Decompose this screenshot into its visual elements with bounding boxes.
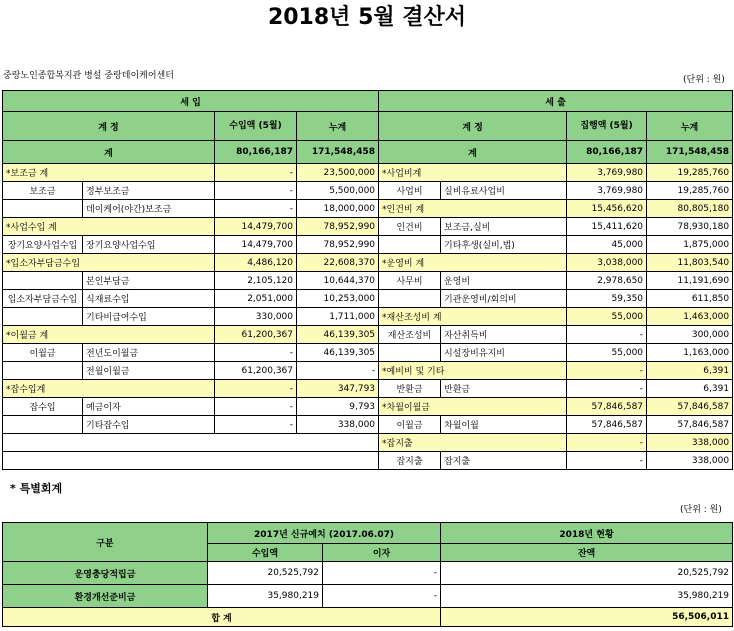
income-total-label: 계 xyxy=(3,141,215,164)
income-subtotal-label: *보조금 계 xyxy=(3,164,215,182)
expense-subtotal-amount: 57,846,587 xyxy=(567,398,647,416)
table-row xyxy=(3,272,733,290)
income-subtotal-cumulative: 22,608,370 xyxy=(297,254,379,272)
income-item-cumulative: 5,500,000 xyxy=(297,182,379,200)
income-subtotal-cumulative: 23,500,000 xyxy=(297,164,379,182)
income-subtotal-label: *이월금 계 xyxy=(3,326,215,344)
expense-item-cumulative: 78,930,180 xyxy=(647,218,733,236)
income-item-label: 장기요양사업수입 xyxy=(83,236,215,254)
income-item-amount: - xyxy=(215,416,297,434)
expense-subtotal-amount: 3,038,000 xyxy=(567,254,647,272)
income-item-cumulative: 10,253,000 xyxy=(297,290,379,308)
expense-item-cumulative: 1,875,000 xyxy=(647,236,733,254)
income-item-cumulative: 78,952,990 xyxy=(297,236,379,254)
expense-item-amount: 55,000 xyxy=(567,344,647,362)
expense-total-amount: 80,166,187 xyxy=(567,141,647,164)
expense-item-amount: - xyxy=(567,380,647,398)
income-item-cumulative: - xyxy=(297,362,379,380)
income-empty-cell xyxy=(3,452,379,470)
income-category: 잡수입 xyxy=(3,398,83,416)
income-category xyxy=(3,308,83,326)
special-2018-header: 2018년 현황 xyxy=(441,523,733,544)
income-category: 입소자부담금수입 xyxy=(3,290,83,308)
income-category: 장기요양사업수입 xyxy=(3,236,83,254)
expense-category: 인건비 xyxy=(379,218,441,236)
expense-item-cumulative: 11,191,690 xyxy=(647,272,733,290)
special-kind-header: 구분 xyxy=(3,523,208,562)
expense-item-cumulative: 1,163,000 xyxy=(647,344,733,362)
table-row xyxy=(3,182,733,200)
expense-subtotal-amount: 3,769,980 xyxy=(567,164,647,182)
special-row-interest: - xyxy=(323,562,441,585)
expense-item-label: 반환금 xyxy=(441,380,567,398)
special-row-income: 35,980,219 xyxy=(208,585,323,608)
expense-subtotal-label: *예비비 및 기타 xyxy=(379,362,567,380)
income-item-amount: - xyxy=(215,344,297,362)
income-category: 보조금 xyxy=(3,182,83,200)
expense-item-label: 자산취득비 xyxy=(441,326,567,344)
expense-item-amount: 2,978,650 xyxy=(567,272,647,290)
expense-item-amount: 57,846,587 xyxy=(567,416,647,434)
expense-item-label: 시설장비유지비 xyxy=(441,344,567,362)
expense-category xyxy=(379,344,441,362)
expense-item-label: 차월이월 xyxy=(441,416,567,434)
expense-item-cumulative: 300,000 xyxy=(647,326,733,344)
income-subtotal-amount: - xyxy=(215,164,297,182)
income-subtotal-cumulative: 46,139,305 xyxy=(297,326,379,344)
expense-category: 재산조성비 xyxy=(379,326,441,344)
expense-subtotal-label: *사업비계 xyxy=(379,164,567,182)
expense-item-label: 기관운영비/회의비 xyxy=(441,290,567,308)
special-total-value: 56,506,011 xyxy=(441,608,733,627)
expense-subtotal-cumulative: 80,805,180 xyxy=(647,200,733,218)
income-item-cumulative: 1,711,000 xyxy=(297,308,379,326)
page-title: 2018년 5월 결산서 xyxy=(267,5,467,30)
income-empty-cell xyxy=(3,434,379,452)
special-account-table xyxy=(2,522,733,627)
expense-item-label: 기타후생(실비,법) xyxy=(441,236,567,254)
income-item-cumulative: 10,644,370 xyxy=(297,272,379,290)
expense-item-label: 잡지출 xyxy=(441,452,567,470)
expense-subtotal-amount: - xyxy=(567,434,647,452)
income-item-amount: 2,051,000 xyxy=(215,290,297,308)
income-item-cumulative: 46,139,305 xyxy=(297,344,379,362)
expense-subtotal-amount: 15,456,620 xyxy=(567,200,647,218)
organization-name: 중랑노인종합복지관 병설 중랑데이케어센터 xyxy=(3,71,174,81)
income-amount-header: 수입액 (5월) xyxy=(215,112,297,141)
income-item-amount: 330,000 xyxy=(215,308,297,326)
expense-subtotal-cumulative: 338,000 xyxy=(647,434,733,452)
expense-item-cumulative: 19,285,760 xyxy=(647,182,733,200)
income-category xyxy=(3,416,83,434)
expense-item-cumulative: 338,000 xyxy=(647,452,733,470)
expense-subtotal-label: *잡지출 xyxy=(379,434,567,452)
income-item-label: 본인부담금 xyxy=(83,272,215,290)
income-subtotal-amount: - xyxy=(215,380,297,398)
expense-item-amount: 45,000 xyxy=(567,236,647,254)
income-category xyxy=(3,362,83,380)
table-row xyxy=(3,434,733,452)
income-item-cumulative: 18,000,000 xyxy=(297,200,379,218)
income-subtotal-label: *입소자부담금수입 xyxy=(3,254,215,272)
expense-item-label: 보조금,실비 xyxy=(441,218,567,236)
special-interest-header: 이자 xyxy=(323,544,441,562)
expense-item-label: 운영비 xyxy=(441,272,567,290)
income-item-cumulative: 338,000 xyxy=(297,416,379,434)
table-row xyxy=(3,290,733,308)
special-income-header: 수입액 xyxy=(208,544,323,562)
special-balance-header: 잔액 xyxy=(441,544,733,562)
special-row-label: 환경개선준비금 xyxy=(3,585,208,608)
income-account-header: 계 정 xyxy=(3,112,215,141)
special-row-balance: 20,525,792 xyxy=(441,562,733,585)
special-total-label: 합 계 xyxy=(3,608,441,627)
income-subtotal-label: *사업수입 계 xyxy=(3,218,215,236)
expense-subtotal-cumulative: 19,285,760 xyxy=(647,164,733,182)
table-row xyxy=(3,218,733,236)
income-cumulative-header: 누계 xyxy=(297,112,379,141)
expense-item-cumulative: 611,850 xyxy=(647,290,733,308)
expense-subtotal-label: *재산조성비 계 xyxy=(379,308,567,326)
table-row xyxy=(3,254,733,272)
special-2017-header: 2017년 신규예치 (2017.06.07) xyxy=(208,523,441,544)
table-row xyxy=(3,452,733,470)
expense-item-cumulative: 57,846,587 xyxy=(647,416,733,434)
income-subtotal-amount: 14,479,700 xyxy=(215,218,297,236)
expense-category xyxy=(379,236,441,254)
expense-total-label: 계 xyxy=(379,141,567,164)
table-row xyxy=(3,164,733,182)
settlement-table xyxy=(2,90,733,470)
income-item-label: 예금이자 xyxy=(83,398,215,416)
income-item-amount: 2,105,120 xyxy=(215,272,297,290)
special-row-label: 운영충당적립금 xyxy=(3,562,208,585)
income-item-amount: 14,479,700 xyxy=(215,236,297,254)
table-row xyxy=(3,308,733,326)
income-item-amount: - xyxy=(215,182,297,200)
income-item-label: 데이케어(야간)보조금 xyxy=(83,200,215,218)
expense-category xyxy=(379,290,441,308)
income-subtotal-amount: 4,486,120 xyxy=(215,254,297,272)
expense-header: 세 출 xyxy=(379,91,733,112)
expense-category: 반환금 xyxy=(379,380,441,398)
income-category xyxy=(3,200,83,218)
income-header: 세 입 xyxy=(3,91,379,112)
income-item-label: 정부보조금 xyxy=(83,182,215,200)
special-unit-label: (단위 : 원) xyxy=(680,505,722,515)
table-row xyxy=(3,326,733,344)
expense-subtotal-label: *인건비 계 xyxy=(379,200,567,218)
income-subtotal-cumulative: 347,793 xyxy=(297,380,379,398)
table-row xyxy=(3,200,733,218)
special-row-interest: - xyxy=(323,585,441,608)
special-account-title: * 특별회계 xyxy=(10,482,63,495)
expense-item-amount: - xyxy=(567,452,647,470)
table-row xyxy=(3,344,733,362)
expense-item-cumulative: 6,391 xyxy=(647,380,733,398)
income-item-label: 식재료수입 xyxy=(83,290,215,308)
expense-subtotal-label: *차월이월금 xyxy=(379,398,567,416)
expense-item-amount: 15,411,620 xyxy=(567,218,647,236)
expense-cumulative-header: 누계 xyxy=(647,112,733,141)
income-category: 이월금 xyxy=(3,344,83,362)
expense-subtotal-amount: - xyxy=(567,362,647,380)
table-row xyxy=(3,362,733,380)
income-total-amount: 80,166,187 xyxy=(215,141,297,164)
expense-subtotal-cumulative: 6,391 xyxy=(647,362,733,380)
expense-item-amount: - xyxy=(567,326,647,344)
expense-item-label: 실비유료사업비 xyxy=(441,182,567,200)
expense-category: 사업비 xyxy=(379,182,441,200)
income-subtotal-label: *잡수입계 xyxy=(3,380,215,398)
expense-item-amount: 3,769,980 xyxy=(567,182,647,200)
expense-total-cumulative: 171,548,458 xyxy=(647,141,733,164)
income-item-label: 기타잡수입 xyxy=(83,416,215,434)
income-item-label: 전월이월금 xyxy=(83,362,215,380)
income-item-label: 전년도이월금 xyxy=(83,344,215,362)
table-row xyxy=(3,236,733,254)
income-category xyxy=(3,272,83,290)
income-subtotal-amount: 61,200,367 xyxy=(215,326,297,344)
income-item-amount: 61,200,367 xyxy=(215,362,297,380)
expense-category: 이월금 xyxy=(379,416,441,434)
special-row-balance: 35,980,219 xyxy=(441,585,733,608)
expense-category: 사무비 xyxy=(379,272,441,290)
income-item-label: 기타비급여수입 xyxy=(83,308,215,326)
expense-subtotal-label: *운영비 계 xyxy=(379,254,567,272)
special-row-income: 20,525,792 xyxy=(208,562,323,585)
expense-subtotal-cumulative: 1,463,000 xyxy=(647,308,733,326)
expense-amount-header: 집행액 (5월) xyxy=(567,112,647,141)
expense-account-header: 계 정 xyxy=(379,112,567,141)
income-total-cumulative: 171,548,458 xyxy=(297,141,379,164)
table-row xyxy=(3,416,733,434)
expense-subtotal-amount: 55,000 xyxy=(567,308,647,326)
unit-label: (단위 : 원) xyxy=(683,75,725,85)
expense-subtotal-cumulative: 11,803,540 xyxy=(647,254,733,272)
income-item-amount: - xyxy=(215,200,297,218)
income-item-cumulative: 9,793 xyxy=(297,398,379,416)
expense-subtotal-cumulative: 57,846,587 xyxy=(647,398,733,416)
income-subtotal-cumulative: 78,952,990 xyxy=(297,218,379,236)
table-row xyxy=(3,398,733,416)
table-row xyxy=(3,380,733,398)
expense-category: 잡지출 xyxy=(379,452,441,470)
expense-item-amount: 59,350 xyxy=(567,290,647,308)
income-item-amount: - xyxy=(215,398,297,416)
